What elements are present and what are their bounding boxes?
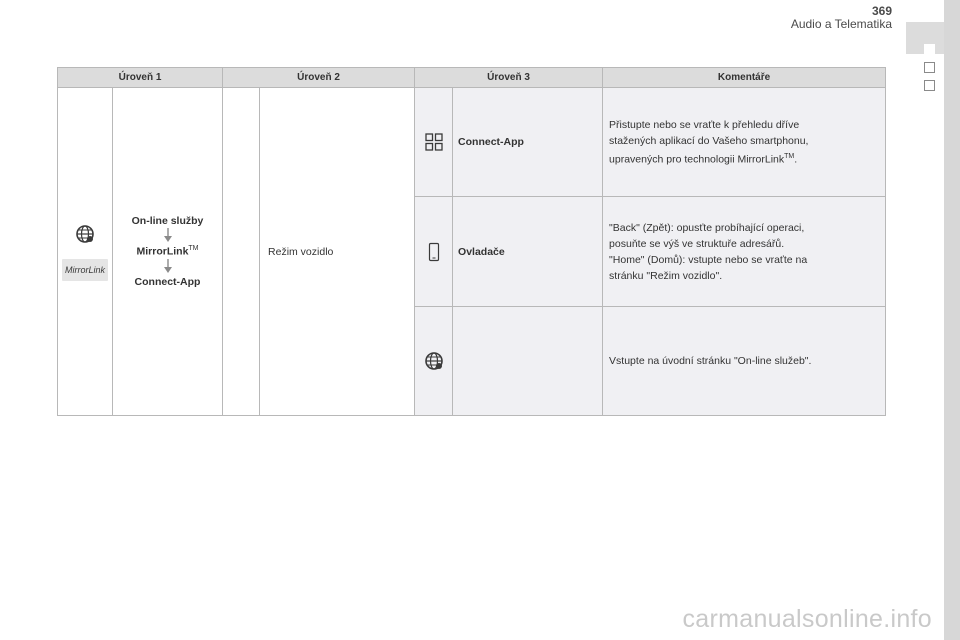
table-header (58, 68, 886, 88)
row3-icon-cell (415, 307, 453, 416)
watermark: carmanualsonline.info (682, 605, 932, 633)
menu-table (57, 67, 886, 416)
col-header-level1: Úroveň 1 (58, 68, 223, 88)
level1-icons (58, 88, 113, 416)
globe-icon (74, 223, 96, 245)
apps-grid-icon (423, 131, 445, 153)
col-header-level2: Úroveň 2 (223, 68, 415, 88)
row1-icon-cell (415, 88, 453, 197)
page-number: 369 (871, 4, 892, 18)
col-header-comments: Komentáře (603, 68, 886, 88)
level1-labels (113, 88, 223, 416)
row2-comment: "Back" (Zpět): opusťte probíhající operaci, posuňte se výš ve struktuře adresářů. "Home" (Domů): vstupte nebo se vraťte na stránku "Režim vozidlo". (603, 197, 886, 307)
arrow-down-icon (163, 259, 173, 273)
level2-icon-cell (223, 88, 260, 416)
chapter-marker-3 (924, 80, 935, 91)
chapter-title: Audio a Telematika (790, 17, 892, 31)
connect-app-label: Connect-App (134, 275, 201, 288)
row1-level3: Connect-App (453, 88, 603, 197)
phone-icon (423, 241, 445, 263)
mirrorlink-logo-text: MirrorLink (64, 264, 105, 275)
mirrorlink-label: MirrorLink™ (136, 245, 199, 258)
mirrorlink-logo-icon (62, 259, 108, 281)
col-header-level3: Úroveň 3 (415, 68, 603, 88)
globe-icon (423, 350, 445, 372)
row2-level3: Ovladače (453, 197, 603, 307)
level2-label: Režim vozidlo (260, 88, 415, 416)
row1-comment: Přistupte nebo se vraťte k přehledu dříve stažených aplikací do Vašeho smartphonu, upravených pro technologii MirrorLink™. (603, 88, 886, 197)
row3-comment: Vstupte na úvodní stránku "On-line služeb". (603, 307, 886, 416)
chapter-marker-2 (924, 62, 935, 73)
arrow-down-icon (163, 228, 173, 242)
side-bar (944, 0, 960, 640)
table-row (58, 88, 886, 197)
row3-level3 (453, 307, 603, 416)
row2-icon-cell (415, 197, 453, 307)
chapter-marker-1 (924, 44, 935, 55)
online-services-label: On-line služby (131, 215, 204, 228)
